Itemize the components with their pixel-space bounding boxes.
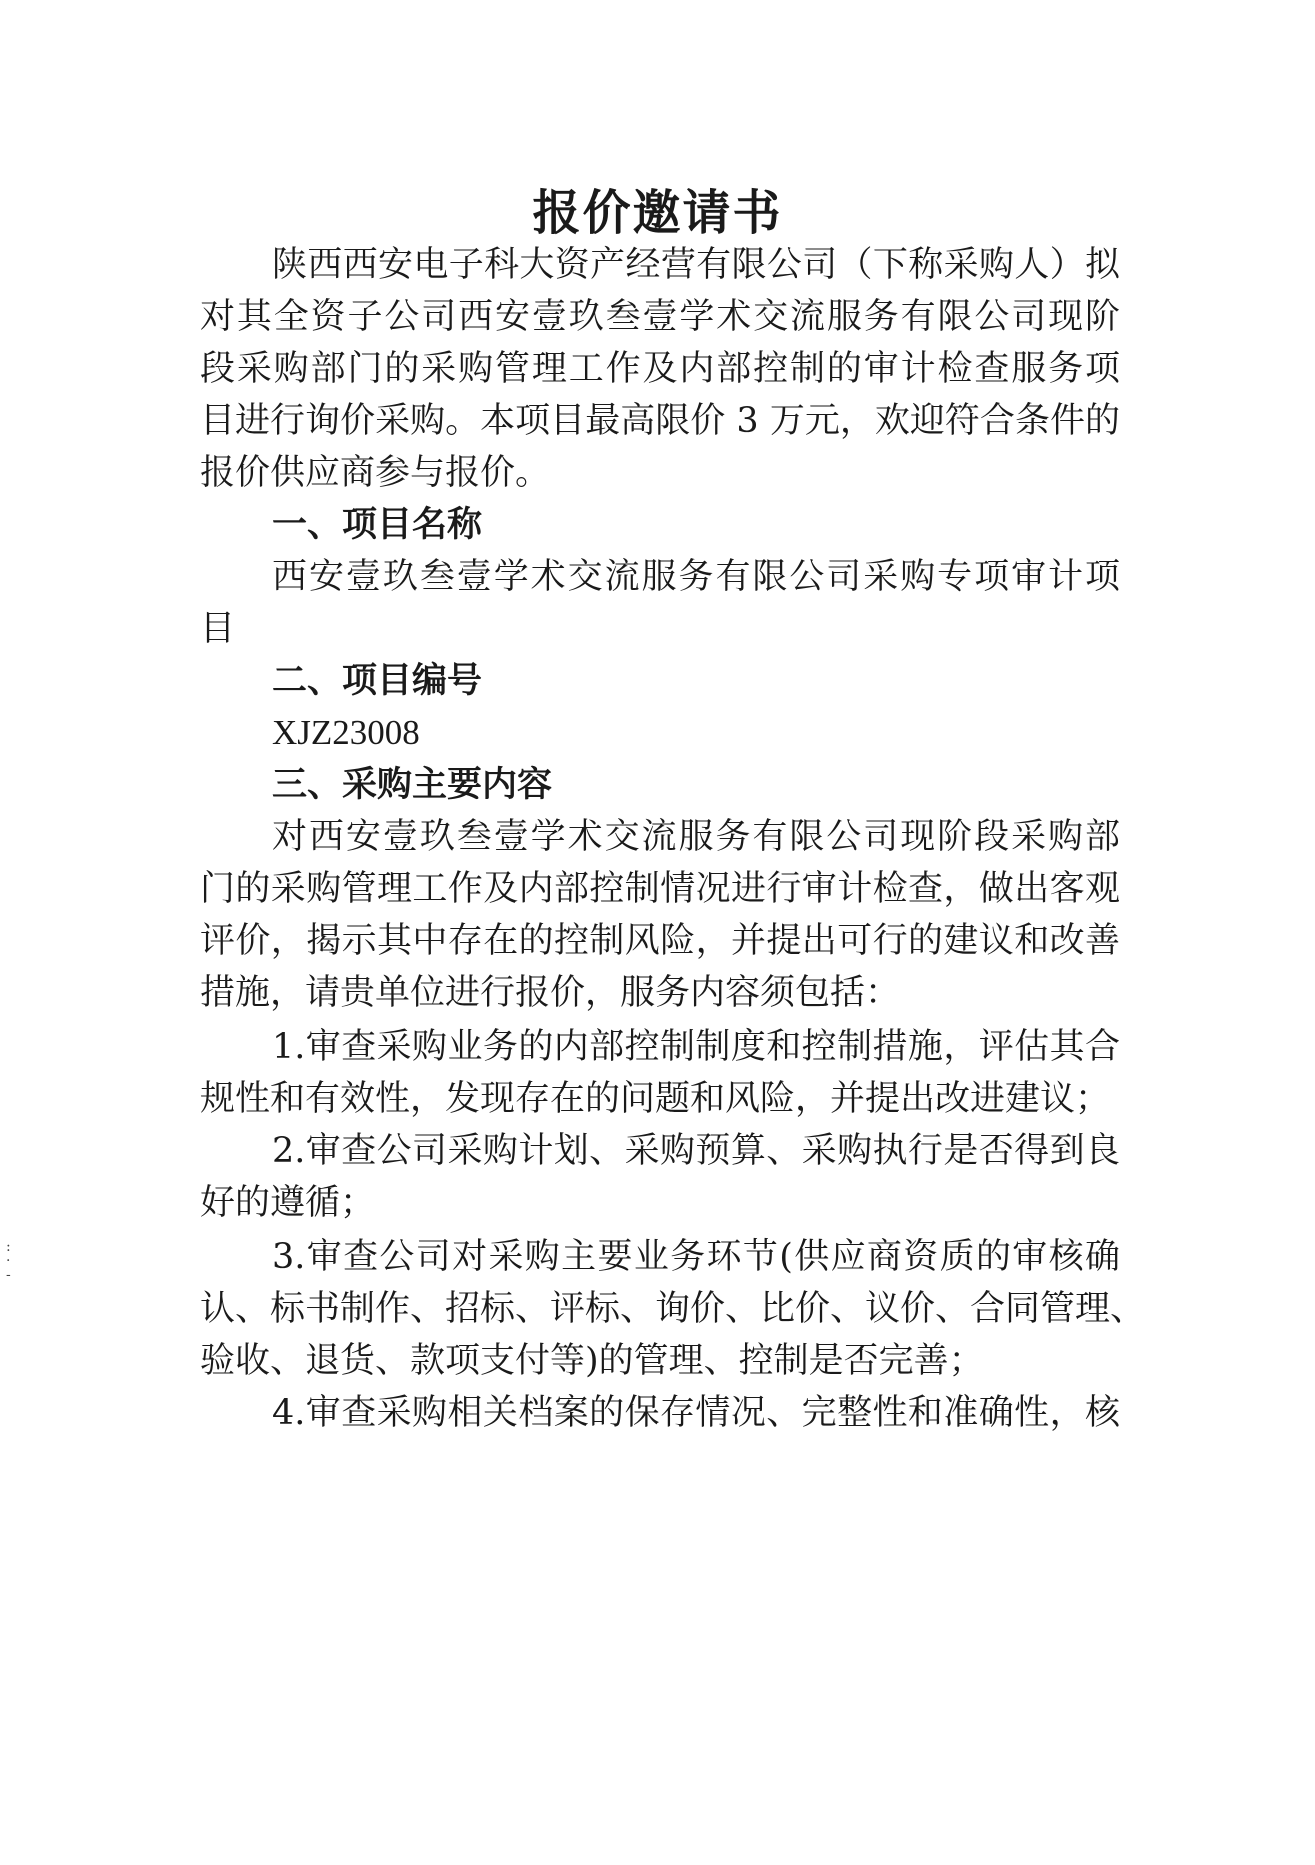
section-heading: 一、项目名称 (272, 504, 483, 545)
intro-line: 目进行询价采购。本项目最高限价 3 万元，欢迎符合条件的 (200, 401, 1120, 441)
list-item: 1.审查采购业务的内部控制制度和控制措施，评估其合 (272, 1027, 1120, 1067)
section-text: 评价，揭示其中存在的控制风险，并提出可行的建议和改善 (200, 921, 1120, 961)
list-item: 验收、退货、款项支付等)的管理、控制是否完善； (200, 1341, 984, 1381)
section-text: 对西安壹玖叁壹学术交流服务有限公司现阶段采购部 (272, 817, 1120, 857)
project-number: XJZ23008 (272, 713, 420, 752)
list-item: 3.审查公司对采购主要业务环节(供应商资质的审核确 (272, 1237, 1120, 1277)
intro-line: 报价供应商参与报价。 (200, 453, 551, 493)
list-item: 好的遵循； (200, 1183, 376, 1223)
section-text: 西安壹玖叁壹学术交流服务有限公司采购专项审计项 (272, 557, 1120, 597)
document-title: 报价邀请书 (532, 185, 783, 241)
list-item: 规性和有效性，发现存在的问题和风险，并提出改进建议； (200, 1079, 1111, 1119)
list-item: 4.审查采购相关档案的保存情况、完整性和准确性，核 (272, 1393, 1120, 1433)
section-text: 措施，请贵单位进行报价，服务内容须包括： (200, 973, 901, 1013)
intro-line: 对其全资子公司西安壹玖叁壹学术交流服务有限公司现阶 (200, 297, 1120, 337)
section-text: 目 (200, 609, 236, 649)
list-item: 2.审查公司采购计划、采购预算、采购执行是否得到良 (272, 1131, 1120, 1171)
intro-line: 段采购部门的采购管理工作及内部控制的审计检查服务项 (200, 349, 1120, 389)
section-heading: 二、项目编号 (272, 660, 483, 701)
scan-artifact: : · - (6, 1239, 11, 1283)
intro-line: 陕西西安电子科大资产经营有限公司（下称采购人）拟 (272, 245, 1120, 285)
section-heading: 三、采购主要内容 (272, 764, 553, 805)
list-item: 认、标书制作、招标、评标、询价、比价、议价、合同管理、 (200, 1289, 1146, 1329)
section-text: 门的采购管理工作及内部控制情况进行审计检查，做出客观 (200, 869, 1120, 909)
